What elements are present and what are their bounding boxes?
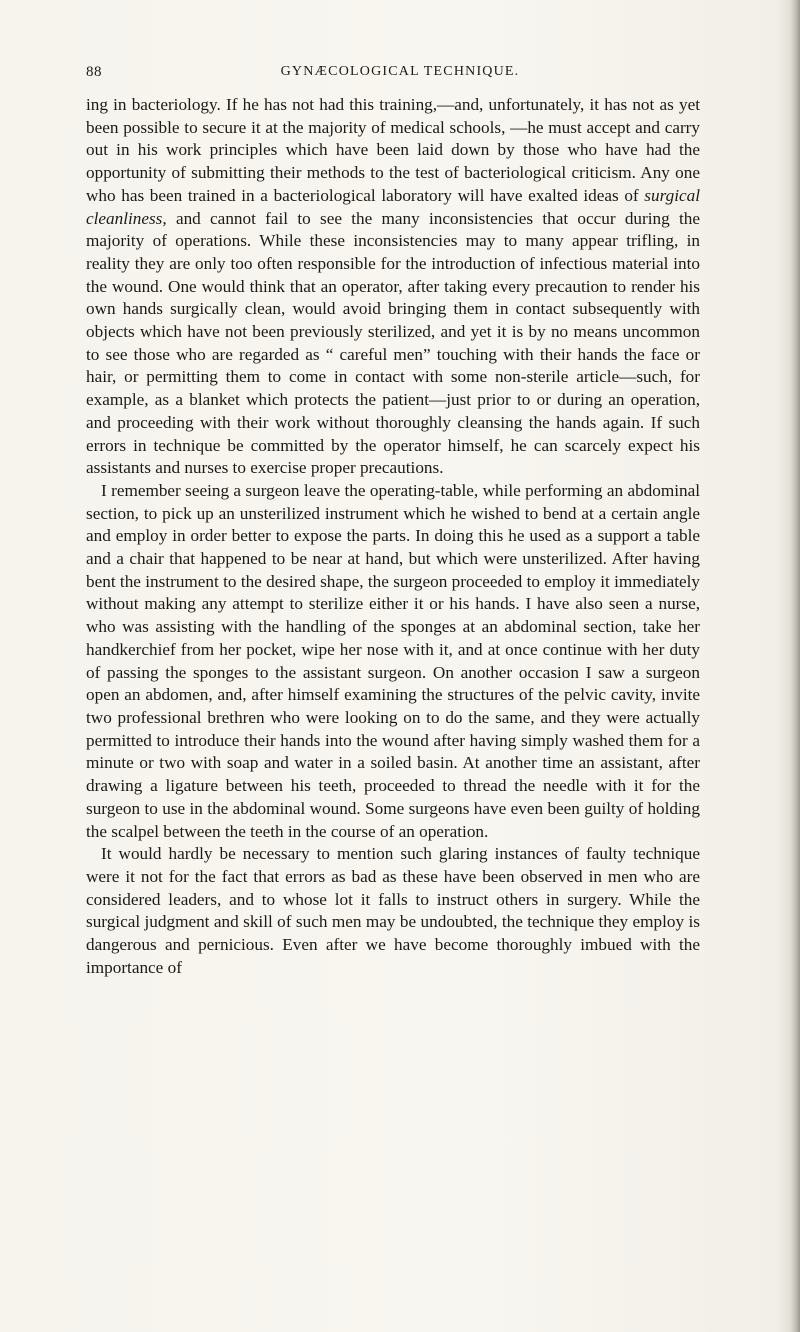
running-head: GYNÆCOLOGICAL TECHNIQUE.: [280, 64, 520, 79]
paragraph-1: [86, 94, 700, 480]
paragraph-1-text-before: ing in bacteriology. If he has not had this training,—and, unfortunately, it has not as yet been possible to secure it at the majority of medical schools, —he must accept and carry out in his work principles which have been laid down by those who have had the opportunity of submitting their methods to the test of bacteriological criticism. Any one who has been trained in a bacteriological laboratory will have exalted ideas of: [86, 95, 700, 205]
paragraph-3: It would hardly be necessary to mention such glaring instances of faulty technique were it not for the fact that errors as bad as these have been observed in men who are considered leaders, and to whose lot it falls to instruct others in surgery. While the surgical judgment and skill of such men may be undoubted, the technique they employ is dangerous and pernicious. Even after we have become thoroughly imbued with the importance of: [86, 844, 700, 977]
paragraph-1-emphasis: surgical cleanliness,: [86, 185, 700, 228]
paragraph-1-text-after: and cannot fail to see the many inconsistencies that occur during the majority of operations. While these inconsistencies may to many appear trifling, in reality they are only too often responsible for the introduction of infectious material into the wound. One would think that an operator, after taking every precaution to render his own hands surgically clean, would avoid bringing them in contact subsequently with objects which have not been previously sterilized, and yet it is by no means uncommon to see those who are regarded as “ careful men” touching with their hands the face or hair, or permitting them to come in contact with some non-sterile article—such, for example, as a blanket which protects the patient—just prior to or during an operation, and proceeding with their work without thoroughly cleansing the hands again. If such errors in technique be committed by the operator himself, he can scarcely expect his assistants and nurses to exercise proper precautions.: [86, 208, 700, 478]
paragraph-2: I remember seeing a surgeon leave the operating-table, while performing an abdominal section, to pick up an unsterilized instrument which he wished to bend at a certain angle and employ in order better to expose the parts. In doing this he used as a support a table and a chair that happened to be near at hand, but which were unsterilized. After having bent the instrument to the desired shape, the surgeon proceeded to employ it immediately without making any attempt to sterilize either it or his hands. I have also seen a nurse, who was assisting with the handling of the sponges at an abdominal section, take her handkerchief from her pocket, wipe her nose with it, and at once continue with her duty of passing the sponges to the assistant surgeon. On another occasion I saw a surgeon open an abdomen, and, after himself examining the structures of the pelvic cavity, invite two professional brethren who were looking on to do the same, and they were actually permitted to introduce their hands into the wound after having simply washed them for a minute or two with soap and water in a soiled basin. At another time an assistant, after drawing a ligature between his teeth, proceeded to thread the needle with it for the surgeon to use in the abdominal wound. Some surgeons have even been guilty of holding the scalpel between the teeth in the course of an operation.: [86, 480, 700, 841]
body-text: [86, 94, 700, 979]
page-header: [0, 64, 800, 84]
page-number: 88: [86, 64, 102, 80]
page-edge-shadow: [790, 0, 800, 1332]
